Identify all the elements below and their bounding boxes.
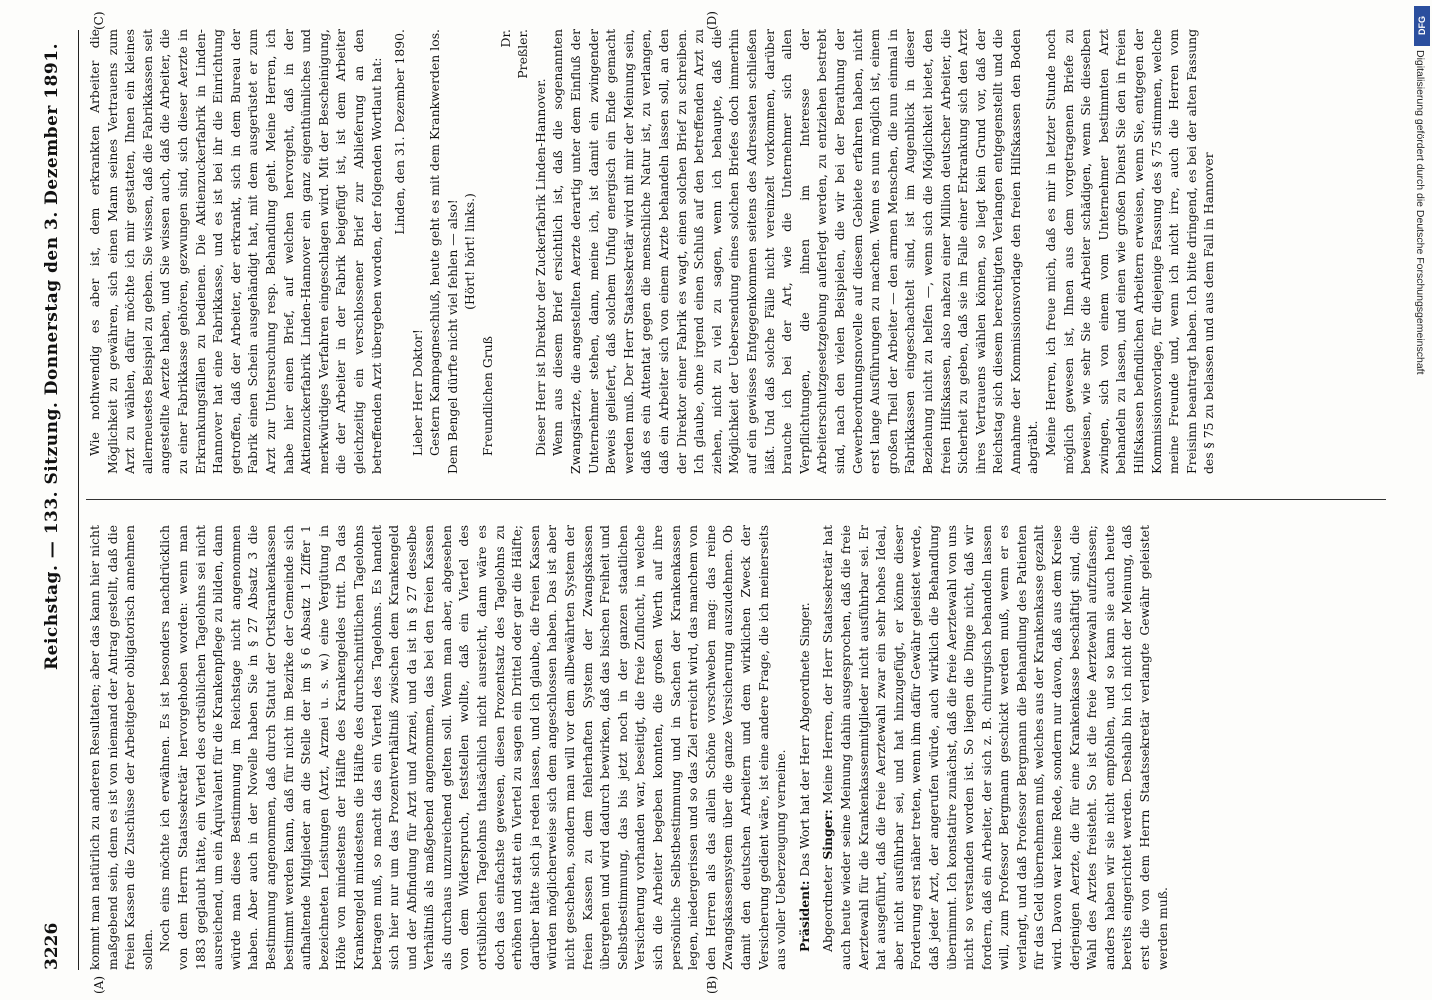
digitization-note-text: Digitalisierung gefördert durch die Deutsche Forschungsgemeinschaft: [1414, 50, 1426, 375]
margin-marker-d: (D): [705, 11, 719, 30]
paragraph: Dieser Herr ist Direktor der Zuckerfabrik Linden-Hannover.: [532, 78, 548, 456]
right-column: [86, 29, 1386, 474]
digitization-note: [1412, 50, 1428, 950]
margin-marker-a: (A): [92, 975, 106, 994]
interjection: (Hört! hört! links.): [462, 193, 478, 310]
paragraph: Meine Herren, ich freue mich, daß es mir in letzter Stunde noch möglich gewesen ist, Ihnen aus dem vorgetragenen Briefe zu beweisen, wie sehr Sie die Arbeiter schädigen, wenn Sie dieselben zwingen, sich von einem vom Unternehmer bestimmten Arzt behandeln zu lassen, und einen wie großen Dienst Sie den in freien Hilfskassen befindlichen Arbeitern erweisen, wenn Sie, entgegen der Kommissionsvorlage, für diejenige Fassung des § 75 stimmen, welche meine Freunde und, wenn ich nicht irre, auch die Herren vom Freisinn beantragt haben. Ich bitte dringend, es bei der alten Fassung des § 75 zu belassen und aus dem Fall in Hannover: [1043, 29, 1217, 474]
speaker-text: Meine Herren, der Herr Staatssekretär hat auch heute wieder seine Meinung dahin ausgesprochen, daß die freie Aerztewahl für die Krankenkassenmitglieder nicht ausführbar sei. Er hat ausgeführt, daß die freie Aerztewahl zwar ein sehr hohes Ideal, aber nicht ausführbar sei, und hat hinzugefügt, er könne dieser Forderung erst näher treten, wenn ihm dafür Gewähr geleistet werde, daß jeder Arzt, der angerufen würde, auch wirklich die Behandlung übernimmt. Ich konstatire zunächst, daß die freie Aerztewahl von uns nicht so verstanden worden ist. So liegen die Dinge nicht, daß wir fordern, daß ein Arbeiter, der sich z. B. chirurgisch behandeln lassen will, zum Professor Bergmann geschickt werden muß, wenn er es verlangt, und daß Professor Bergmann die Behandlung des Patienten für das Geld übernehmen muß, welches aus der Krankenkasse gezahlt wird. Davon war keine Rede, sondern nur davon, daß aus dem Kreise derjenigen Aerzte, die für eine Krankenkasse beschäftigt sind, die Wahl des Arztes freisteht. So ist die freie Aerztewahl aufzufassen; anders haben wir sie nicht empfohlen, und so kann sie auch heute bereits eingerichtet werden. Deshalb bin ich nicht der Meinung, daß erst die von dem Herrn Staatssekretär verlangte Gewähr geleistet werden muß.: [820, 525, 1170, 970]
paragraph: kommt man natürlich zu anderen Resultaten; aber das kann hier nicht maßgebend sein, denn es ist von niemand der Antrag gestellt, daß die freien Kassen die Zuschüsse der Arbeitgeber obligatorisch annehmen sollen.: [87, 525, 155, 970]
page-title: Reichstag. — 133. Sitzung. Donnerstag den 3. Dezember 1891.: [42, 43, 62, 670]
paragraph: Wie nothwendig es aber ist, dem erkrankten Arbeiter die Möglichkeit zu gewähren, sich einen Mann seines Vertrauens zum Arzt zu wählen, dafür möchte ich mir gestatten, Ihnen ein kleines allerneuestes Beispiel zu geben. Sie wissen, daß die Fabrikkassen seit angestellte Aerzte haben, und Sie wissen auch, daß die Arbeiter, die zu einer Fabrikkasse gehören, gezwungen sind, sich dieser Aerzte in Erkrankungsfällen zu bedienen. Die Aktienzuckerfabrik in Linden-Hannover hat eine Fabrikkasse, und es ist bei ihr die Einrichtung getroffen, daß der Arbeiter, der erkrankt, sich in dem Bureau der Fabrik einen Schein ausgehändigt hat, mit dem ausgerüstet er zum Arzt zur Untersuchung resp. Behandlung geht. Meine Herren, ich habe hier einen Brief, auf welchen hervorgeht, daß in der Aktienzuckerfabrik Linden-Hannover ein ganz eigenthümliches und merkwürdiges Verfahren eingeschlagen wird. Mit der Bescheinigung, die der Arbeiter in der Fabrik beigefügt ist, ist dem Arbeiter gleichzeitig ein verschlossener Brief zur Ablieferung an den betreffenden Arzt übergeben worden, der folgenden Wortlaut hat:: [87, 29, 384, 474]
paragraph: Wenn aus diesem Brief ersichtlich ist, daß die sogenannten Zwangsärzte, die angestellten Aerzte derartig unter dem Einfluß der Unternehmer stehen, dann, meine ich, ist damit ein zwingender Beweis geliefert, daß solchem Unfug energisch ein Ende gemacht werden muß. Der Herr Staatssekretär wird mit mir der Meinung sein, daß es ein Attentat gegen die menschliche Natur ist, zu verlangen, daß ein Arbeiter sich von einem Arzte behandeln lassen soll, an den der Direktor einer Fabrik es wagt, einen solchen Brief zu schreiben. Ich glaube, ohne irgend einen Schluß auf den betreffenden Arzt zu ziehen, nicht zu viel zu sagen, wenn ich behaupte, daß die Möglichkeit der Uebersendung eines solchen Briefes doch immerhin auf ein gewisses Entgegenkommen seitens des Adressaten schließen läßt. Und daß solche Fälle nicht vereinzelt vorkommen, darüber brauche ich bei der Art, wie die Unternehmer sich allen Verpflichtungen, die ihnen im Interesse der Arbeiterschutzgesetzgebung auferlegt werden, zu entziehen bestrebt sind, nach den vielen Beispielen, die wir bei der Berathung der Gewerbeordnungsnovelle auf diesem Gebiete erfahren haben, nicht erst lange Ausführungen zu machen. Wenn es nun möglich ist, einem großen Theil der Arbeiter — den armen Menschen, die nun einmal in Fabrikkassen eingeschachtelt sind, ist im Augenblick in dieser Beziehung nicht zu helfen —, wenn sich die Möglichkeit bietet, den freien Hilfskassen, also nahezu einer Million deutscher Arbeiter, die Sicherheit zu geben, daß sie im Falle einer Erkrankung sich den Arzt ihres Vertrauens wählen können, so liegt kein Grund vor, daß der Reichstag sich diesem berechtigten Verlangen entgegenstellt und die Annahme der Kommissionsvorlage den freien Hilfskassen den Boden abgräbt.: [550, 29, 1041, 474]
letter-closing: Freundlichen Gruß: [480, 336, 496, 456]
letter-salutation: Lieber Herr Doktor!: [409, 329, 425, 456]
page-number: 3226: [42, 922, 62, 970]
letter-place-date: Linden, den 31. Dezember 1890.: [392, 29, 408, 235]
paragraph: Noch eins möchte ich erwähnen. Es ist besonders nachdrücklich von dem Herrn Staatssekretär hervorgehoben worden: wenn man 1883 geglaubt hätte, ein Viertel des ortsüblichen Tagelohns sei nicht ausreichend, um ein Äquivalent für die Krankenpflege zu bilden, dann würde man diese Bestimmung im Reichstage nicht angenommen haben. Aber auch in der Novelle haben Sie in § 27 Absatz 3 die Bestimmung angenommen, daß durch Statut der Ortskrankenkassen bestimmt werden kann, daß für nicht im Bezirke der Gemeinde sich aufhaltende Mitglieder an die Stelle der im § 6 Absatz 1 Ziffer 1 bezeichneten Leistungen (Arzt, Arznei u. s. w.) eine Vergütung in Höhe von mindestens der Hälfte des Krankengeldes tritt. Da das Krankengeld mindestens die Hälfte des durchschnittlichen Tagelohns betragen muß, so macht das ein Viertel des Tagelohns. Es handelt sich hier nur um das Prozentverhältniß zwischen dem Krankengeld und der Abfindung für Arzt und Arznei, und da ist in § 27 desselbe Verhältniß als maßgebend angenommen, das bei den freien Kassen als durchaus unzureichend gelten soll. Wenn man aber, abgesehen von dem Widerspruch, feststellen wollte, daß ein Viertel des ortsüblichen Tagelohns thatsächlich nicht ausreicht, dann wäre es doch das einfachste gewesen, diesen Prozentsatz des Tagelohns zu erhöhen und statt ein Viertel zu sagen ein Drittel oder gar die Hälfte; darüber hätte sich ja reden lassen, und ich glaube, die freien Kassen würden möglicherweise sich dem angeschlossen haben. Das ist aber nicht geschehen, sondern man will vor dem allbewährten System der freien Kassen zu dem fehlerhaften System der Zwangskassen übergehen und wird dadurch bewirken, daß das bischen Freiheit und Selbstbestimmung, das bis jetzt noch in der ganzen staatlichen Versicherung vorhanden war, beseitigt, die freie Zuflucht, in welche sich die Arbeiter begeben konnten, die großen Werth auf ihre persönliche Selbstbestimmung und in Sachen der Krankenkassen legen, niedergerissen und so das Ziel erreicht wird, das manchem von den Herren als das allein Schöne vorschweben mag: das reine Zwangskassensystem über die ganze Versicherung auszudehnen. Ob damit den deutschen Arbeitern und dem wirklichen Zweck der Versicherung gedient wäre, ist eine andere Frage, die ich meinerseits aus voller Ueberzeugung verneine.: [157, 525, 789, 970]
margin-marker-b: (B): [705, 975, 719, 994]
letter-signature-name: Preßler.: [515, 29, 531, 79]
president-remark: [796, 525, 814, 970]
column-divider: [86, 499, 1386, 500]
letter-body: Gestern Kampagneschluß, heute geht es mit dem Krankwerden los. Dem Bengel dürfte nicht viel fehlen — also!: [427, 29, 460, 474]
left-column: [86, 525, 1386, 970]
header-rule: [78, 30, 79, 970]
dfg-badge: DFG: [1414, 6, 1430, 46]
letter-signature-title: Dr.: [497, 29, 513, 48]
speaker-name: Singer:: [820, 809, 836, 860]
president-label: Präsident:: [796, 880, 812, 952]
margin-marker-c: (C): [92, 11, 106, 30]
speaker-paragraph: [819, 525, 1171, 970]
president-text: Das Wort hat der Herr Abgeordnete Singer.: [796, 602, 812, 877]
page-header: [42, 30, 70, 970]
speaker-prefix: Abgeordneter: [820, 864, 836, 952]
